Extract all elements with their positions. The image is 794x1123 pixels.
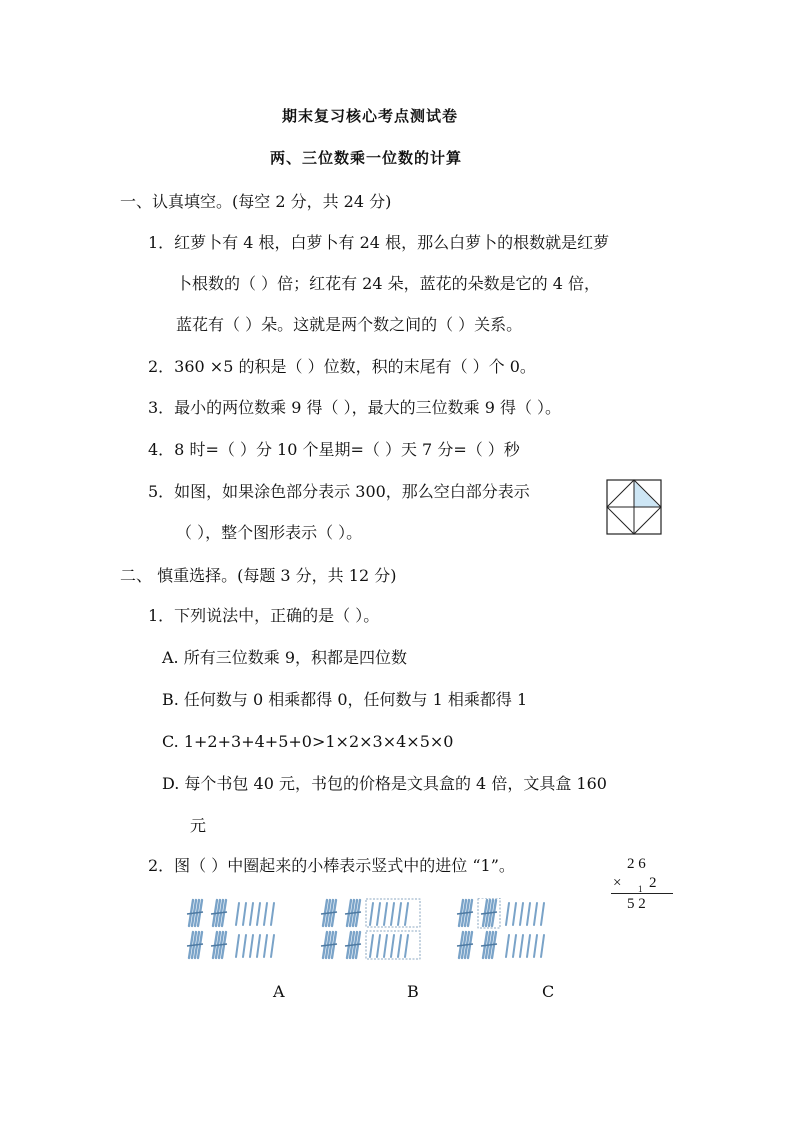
single-stick bbox=[506, 935, 509, 957]
q5-line1: 5．如图，如果涂色部分表示 300，那么空白部分表示 bbox=[148, 482, 530, 501]
stick-bundle bbox=[187, 932, 203, 958]
single-stick bbox=[377, 903, 380, 925]
vertical-result: 5 2 bbox=[627, 896, 646, 912]
stick-figure-a bbox=[184, 898, 294, 964]
stick-bundle bbox=[481, 900, 497, 926]
single-stick bbox=[271, 903, 274, 925]
single-stick bbox=[264, 935, 267, 957]
figure-label-c: C bbox=[542, 982, 555, 1001]
option-d-line1: D. 每个书包 40 元，书包的价格是文具盒的 4 倍，文具盒 160 bbox=[162, 774, 607, 793]
figure-label-b: B bbox=[407, 982, 419, 1001]
single-stick bbox=[520, 903, 523, 925]
single-stick bbox=[541, 935, 544, 957]
s2-q1-stem: 1．下列说法中，正确的是（ ）。 bbox=[148, 606, 380, 625]
stick-bundle bbox=[211, 900, 227, 926]
single-stick bbox=[527, 903, 530, 925]
single-stick bbox=[527, 935, 530, 957]
vertical-op: × bbox=[613, 875, 622, 891]
vertical-top: 2 6 bbox=[627, 856, 646, 872]
s2-q2-stem: 2．图（ ）中圈起来的小棒表示竖式中的进位 “1”。 bbox=[148, 856, 515, 875]
single-stick bbox=[391, 935, 394, 957]
single-stick bbox=[271, 935, 274, 957]
vertical-line bbox=[611, 893, 673, 894]
single-stick bbox=[370, 935, 373, 957]
single-stick bbox=[534, 903, 537, 925]
q2-text: 2．360 ×5 的积是（ ）位数，积的末尾有（ ）个 0。 bbox=[148, 357, 536, 376]
stick-bundle bbox=[321, 932, 337, 958]
option-d-line2: 元 bbox=[190, 816, 207, 835]
single-stick bbox=[370, 903, 373, 925]
single-stick bbox=[257, 903, 260, 925]
stick-figure-c bbox=[454, 898, 564, 964]
page-title: 期末复习核心考点测试卷 bbox=[282, 107, 459, 125]
vertical-multiplier: 2 bbox=[649, 875, 657, 891]
single-stick bbox=[236, 935, 239, 957]
shaded-triangle bbox=[634, 481, 660, 507]
single-stick bbox=[391, 903, 394, 925]
section1-heading: 一、认真填空。(每空 2 分，共 24 分) bbox=[120, 192, 392, 211]
single-stick bbox=[384, 935, 387, 957]
single-stick bbox=[236, 903, 239, 925]
single-stick bbox=[405, 935, 408, 957]
single-stick bbox=[257, 935, 260, 957]
single-stick bbox=[398, 935, 401, 957]
single-stick bbox=[541, 903, 544, 925]
stick-bundle bbox=[481, 932, 497, 958]
single-stick bbox=[513, 935, 516, 957]
square-diagram bbox=[606, 479, 662, 535]
stick-bundle bbox=[187, 900, 203, 926]
section2-heading: 二、 慎重选择。(每题 3 分，共 12 分) bbox=[120, 566, 397, 585]
single-stick bbox=[243, 935, 246, 957]
stick-bundle bbox=[345, 932, 361, 958]
stick-bundle bbox=[321, 900, 337, 926]
stick-bundle bbox=[345, 900, 361, 926]
single-stick bbox=[398, 903, 401, 925]
q1-line2: 卜根数的（ ）倍；红花有 24 朵，蓝花的朵数是它的 4 倍， bbox=[176, 274, 600, 293]
single-stick bbox=[534, 935, 537, 957]
stick-figure-b bbox=[318, 898, 428, 964]
single-stick bbox=[384, 903, 387, 925]
figure-label-a: A bbox=[273, 982, 285, 1001]
stick-bundle bbox=[211, 932, 227, 958]
option-b: B. 任何数与 0 相乘都得 0，任何数与 1 相乘都得 1 bbox=[162, 690, 528, 709]
single-stick bbox=[250, 903, 253, 925]
q5-line2: （ ），整个图形表示（ ）。 bbox=[176, 523, 363, 542]
single-stick bbox=[506, 903, 509, 925]
option-c: C. 1+2+3+4+5+0>1×2×3×4×5×0 bbox=[162, 732, 454, 751]
single-stick bbox=[520, 935, 523, 957]
single-stick bbox=[513, 903, 516, 925]
single-stick bbox=[243, 903, 246, 925]
q4-text: 4．8 时=（ ）分 10 个星期=（ ）天 7 分=（ ）秒 bbox=[148, 440, 520, 459]
stick-bundle bbox=[457, 900, 473, 926]
q3-text: 3．最小的两位数乘 9 得（ ），最大的三位数乘 9 得（ ）。 bbox=[148, 398, 562, 417]
page-subtitle: 两、三位数乘一位数的计算 bbox=[270, 149, 463, 167]
option-a: A. 所有三位数乘 9，积都是四位数 bbox=[162, 648, 407, 667]
single-stick bbox=[405, 903, 408, 925]
single-stick bbox=[264, 903, 267, 925]
single-stick bbox=[250, 935, 253, 957]
q1-line3: 蓝花有（ ）朵。这就是两个数之间的（ ）关系。 bbox=[176, 315, 523, 334]
stick-bundle bbox=[457, 932, 473, 958]
vertical-carry: 1 bbox=[638, 884, 643, 894]
single-stick bbox=[377, 935, 380, 957]
q1-line1: 1．红萝卜有 4 根，白萝卜有 24 根，那么白萝卜的根数就是红萝 bbox=[148, 233, 610, 252]
